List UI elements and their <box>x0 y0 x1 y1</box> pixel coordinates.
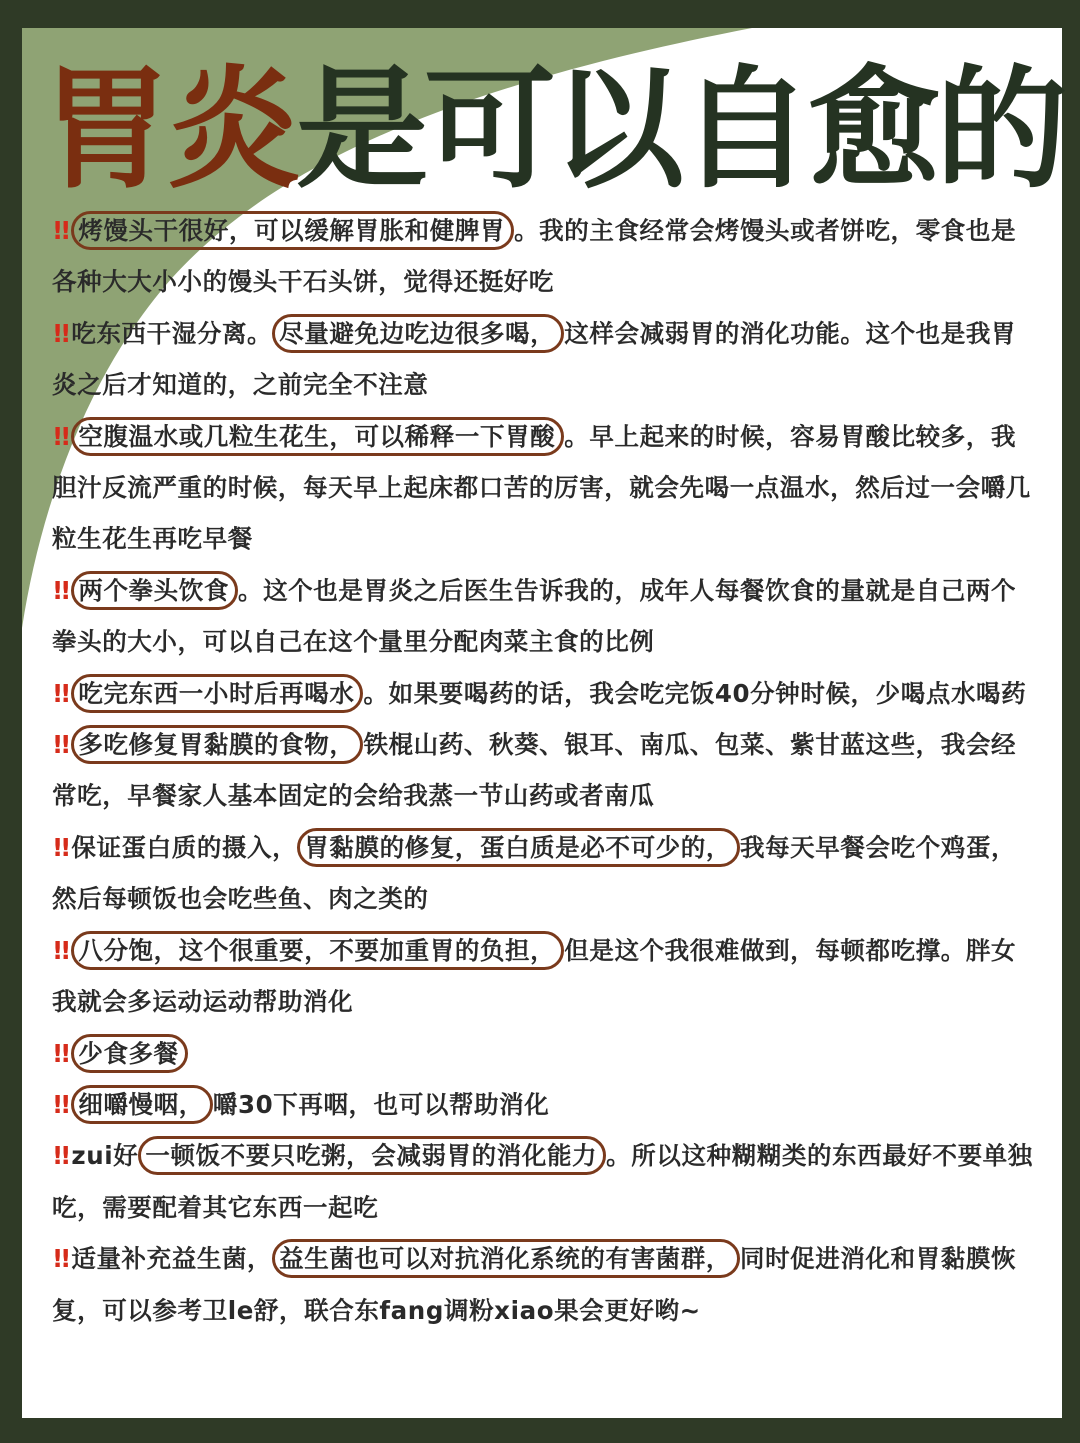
tip-item <box>52 719 1037 822</box>
tip-item <box>52 1233 1037 1336</box>
title-highlight: 胃炎 <box>40 53 296 207</box>
tip-post: 嚼30下再咽，也可以帮助消化 <box>212 1089 550 1119</box>
tip-highlight: 八分饱，这个很重要，不要加重胃的负担， <box>71 931 564 970</box>
tip-highlight: 多吃修复胃黏膜的食物， <box>71 725 363 764</box>
exclamation-icon: !! <box>52 216 69 245</box>
exclamation-icon: !! <box>52 1244 69 1274</box>
tip-highlight: 吃完东西一小时后再喝水 <box>71 674 363 713</box>
tip-item <box>52 925 1037 1028</box>
tip-highlight: 细嚼慢咽， <box>71 1085 213 1124</box>
tip-item <box>52 1028 1037 1079</box>
tip-post: 同时促进消化和胃黏膜恢复，可以参考卫le舒，联合东fang调粉xiao果会更好哟~ <box>52 1244 1017 1325</box>
tip-highlight: 尽量避免边吃边很多喝， <box>272 314 564 353</box>
tip-post: 我每天早餐会吃个鸡蛋，然后每顿饭也会吃些鱼、肉之类的 <box>52 832 1017 914</box>
exclamation-icon: !! <box>52 1089 69 1119</box>
tip-post: 。这个也是胃炎之后医生告诉我的，成年人每餐饮食的量就是自己两个拳头的大小，可以自己在这个量里分配肉菜主食的比例 <box>52 575 1017 657</box>
exclamation-icon: !! <box>52 678 69 708</box>
tip-item <box>52 822 1037 925</box>
tip-item <box>52 1130 1037 1233</box>
exclamation-icon: !! <box>52 318 69 348</box>
exclamation-icon: !! <box>52 1141 69 1171</box>
tip-item <box>52 205 1037 308</box>
tip-item <box>52 308 1037 411</box>
tip-pre: 吃东西干湿分离。 <box>71 318 273 348</box>
tip-post: 铁棍山药、秋葵、银耳、南瓜、包菜、紫甘蓝这些，我会经常吃，早餐家人基本固定的会给我蒸一节山药或者南瓜 <box>52 730 1017 811</box>
page-title <box>40 55 1080 205</box>
tip-highlight: 胃黏膜的修复，蛋白质是必不可少的， <box>297 828 740 867</box>
tip-highlight: 两个拳头饮食 <box>71 571 238 610</box>
tip-item <box>52 411 1037 565</box>
tip-item <box>52 668 1037 719</box>
title-rest: 是可以自愈的 <box>296 53 1064 207</box>
exclamation-icon: !! <box>52 935 69 965</box>
tip-post: 这样会减弱胃的消化功能。这个也是我胃炎之后才知道的，之前完全不注意 <box>52 318 1017 400</box>
tip-item <box>52 565 1037 668</box>
tip-post: 。所以这种糊糊类的东西最好不要单独吃，需要配着其它东西一起吃 <box>52 1141 1033 1222</box>
tip-highlight: 一顿饭不要只吃粥，会减弱胃的消化能力 <box>138 1136 606 1175</box>
tip-post: 。如果要喝药的话，我会吃完饭40分钟时候，少喝点水喝药 <box>363 678 1027 708</box>
tip-highlight: 烤馒头干很好，可以缓解胃胀和健脾胃 <box>71 211 514 250</box>
tips-list <box>52 205 1037 1336</box>
tip-highlight: 少食多餐 <box>71 1034 187 1073</box>
tip-item <box>52 1079 1037 1130</box>
tip-pre: 适量补充益生菌， <box>71 1244 273 1274</box>
tip-pre: 保证蛋白质的摄入， <box>71 832 298 862</box>
tip-post: 。我的主食经常会烤馒头或者饼吃，零食也是各种大大小小的馒头干石头饼，觉得还挺好吃 <box>52 216 1017 297</box>
tip-post: 但是这个我很难做到，每顿都吃撑。胖女我就会多运动运动帮助消化 <box>52 935 1017 1017</box>
exclamation-icon: !! <box>52 421 69 451</box>
exclamation-icon: !! <box>52 1038 69 1068</box>
exclamation-icon: !! <box>52 730 69 760</box>
tip-post: 。早上起来的时候，容易胃酸比较多，我胆汁反流严重的时候，每天早上起床都口苦的厉害，就会先喝一点温水，然后过一会嚼几粒生花生再吃早餐 <box>52 421 1031 554</box>
tip-pre: zui好 <box>71 1141 139 1171</box>
tip-highlight: 空腹温水或几粒生花生，可以稀释一下胃酸 <box>71 417 564 456</box>
tip-highlight: 益生菌也可以对抗消化系统的有害菌群， <box>272 1239 740 1278</box>
exclamation-icon: !! <box>52 575 69 605</box>
exclamation-icon: !! <box>52 832 69 862</box>
